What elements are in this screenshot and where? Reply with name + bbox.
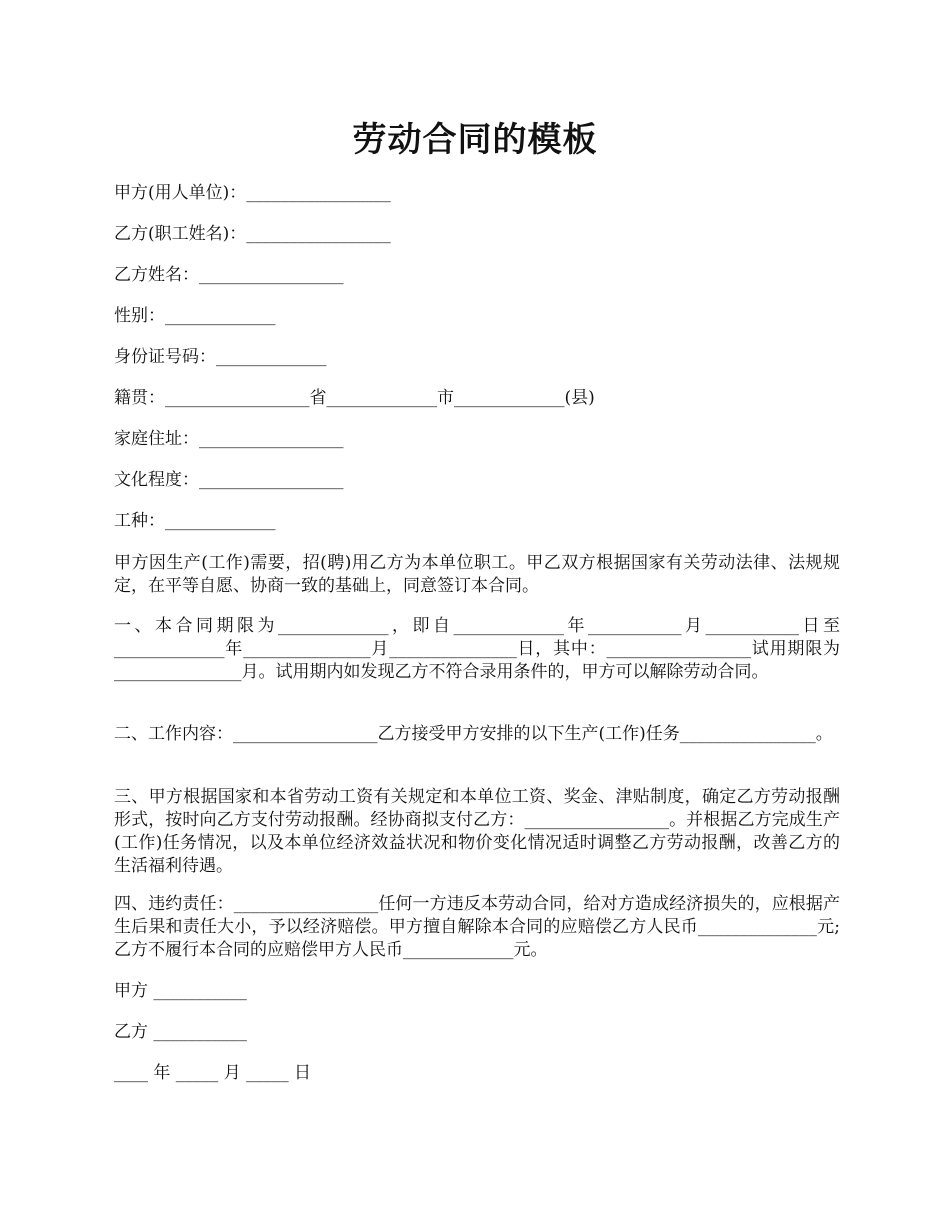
clause-liability: 四、违约责任：_________________任何一方违反本劳动合同，给对方造成经济损失的，应根据产生后果和责任大小，予以经济赔偿。甲方擅自解除本合同的应赔偿乙方人民币______________元;乙方不履行本合同的应赔偿甲方人民币_____________元。	[114, 894, 840, 960]
clause-term: 一、本合同期限为_____________，即自_____________年___________月___________日至_____________年_______________月_______________日，其中：_________________试用期限为_______________月。试用期内如发现乙方不符合录用条件的，甲方可以解除劳动合同。	[114, 616, 840, 682]
field-job-type: 工种：_____________	[114, 511, 276, 531]
intro-paragraph: 甲方因生产(工作)需要，招(聘)用乙方为本单位职工。甲乙双方根据国家有关劳动法律、法规规定，在平等自愿、协商一致的基础上，同意签订本合同。	[114, 553, 840, 596]
signature-party-a: 甲方 ___________	[114, 981, 247, 1001]
signature-party-b: 乙方 ___________	[114, 1022, 247, 1042]
field-gender: 性别：_____________	[114, 306, 276, 326]
field-b-name: 乙方姓名：_________________	[114, 265, 344, 285]
signature-date: ____ 年 _____ 月 _____ 日	[114, 1063, 312, 1083]
field-id-number: 身份证号码：_____________	[114, 347, 327, 367]
field-home-address: 家庭住址：_________________	[114, 429, 344, 449]
clause-work-content: 二、工作内容：_________________乙方接受甲方安排的以下生产(工作)任务________________。	[114, 724, 833, 744]
field-education: 文化程度：_________________	[114, 470, 344, 490]
clause-remuneration: 三、甲方根据国家和本省劳动工资有关规定和本单位工资、奖金、津贴制度，确定乙方劳动报酬形式，按时向乙方支付劳动报酬。经协商拟支付乙方：_________________。并根据乙方完成生产(工作)任务情况，以及本单位经济效益状况和物价变化情况适时调整乙方劳动报酬，改善乙方的生活福利待遇。	[114, 787, 840, 876]
field-party-b: 乙方(职工姓名)：_________________	[114, 224, 391, 244]
field-native-place: 籍贯：_________________省_____________市_____________(县)	[114, 388, 595, 408]
document-title: 劳动合同的模板	[352, 120, 598, 160]
field-party-a: 甲方(用人单位)：_________________	[114, 183, 391, 203]
